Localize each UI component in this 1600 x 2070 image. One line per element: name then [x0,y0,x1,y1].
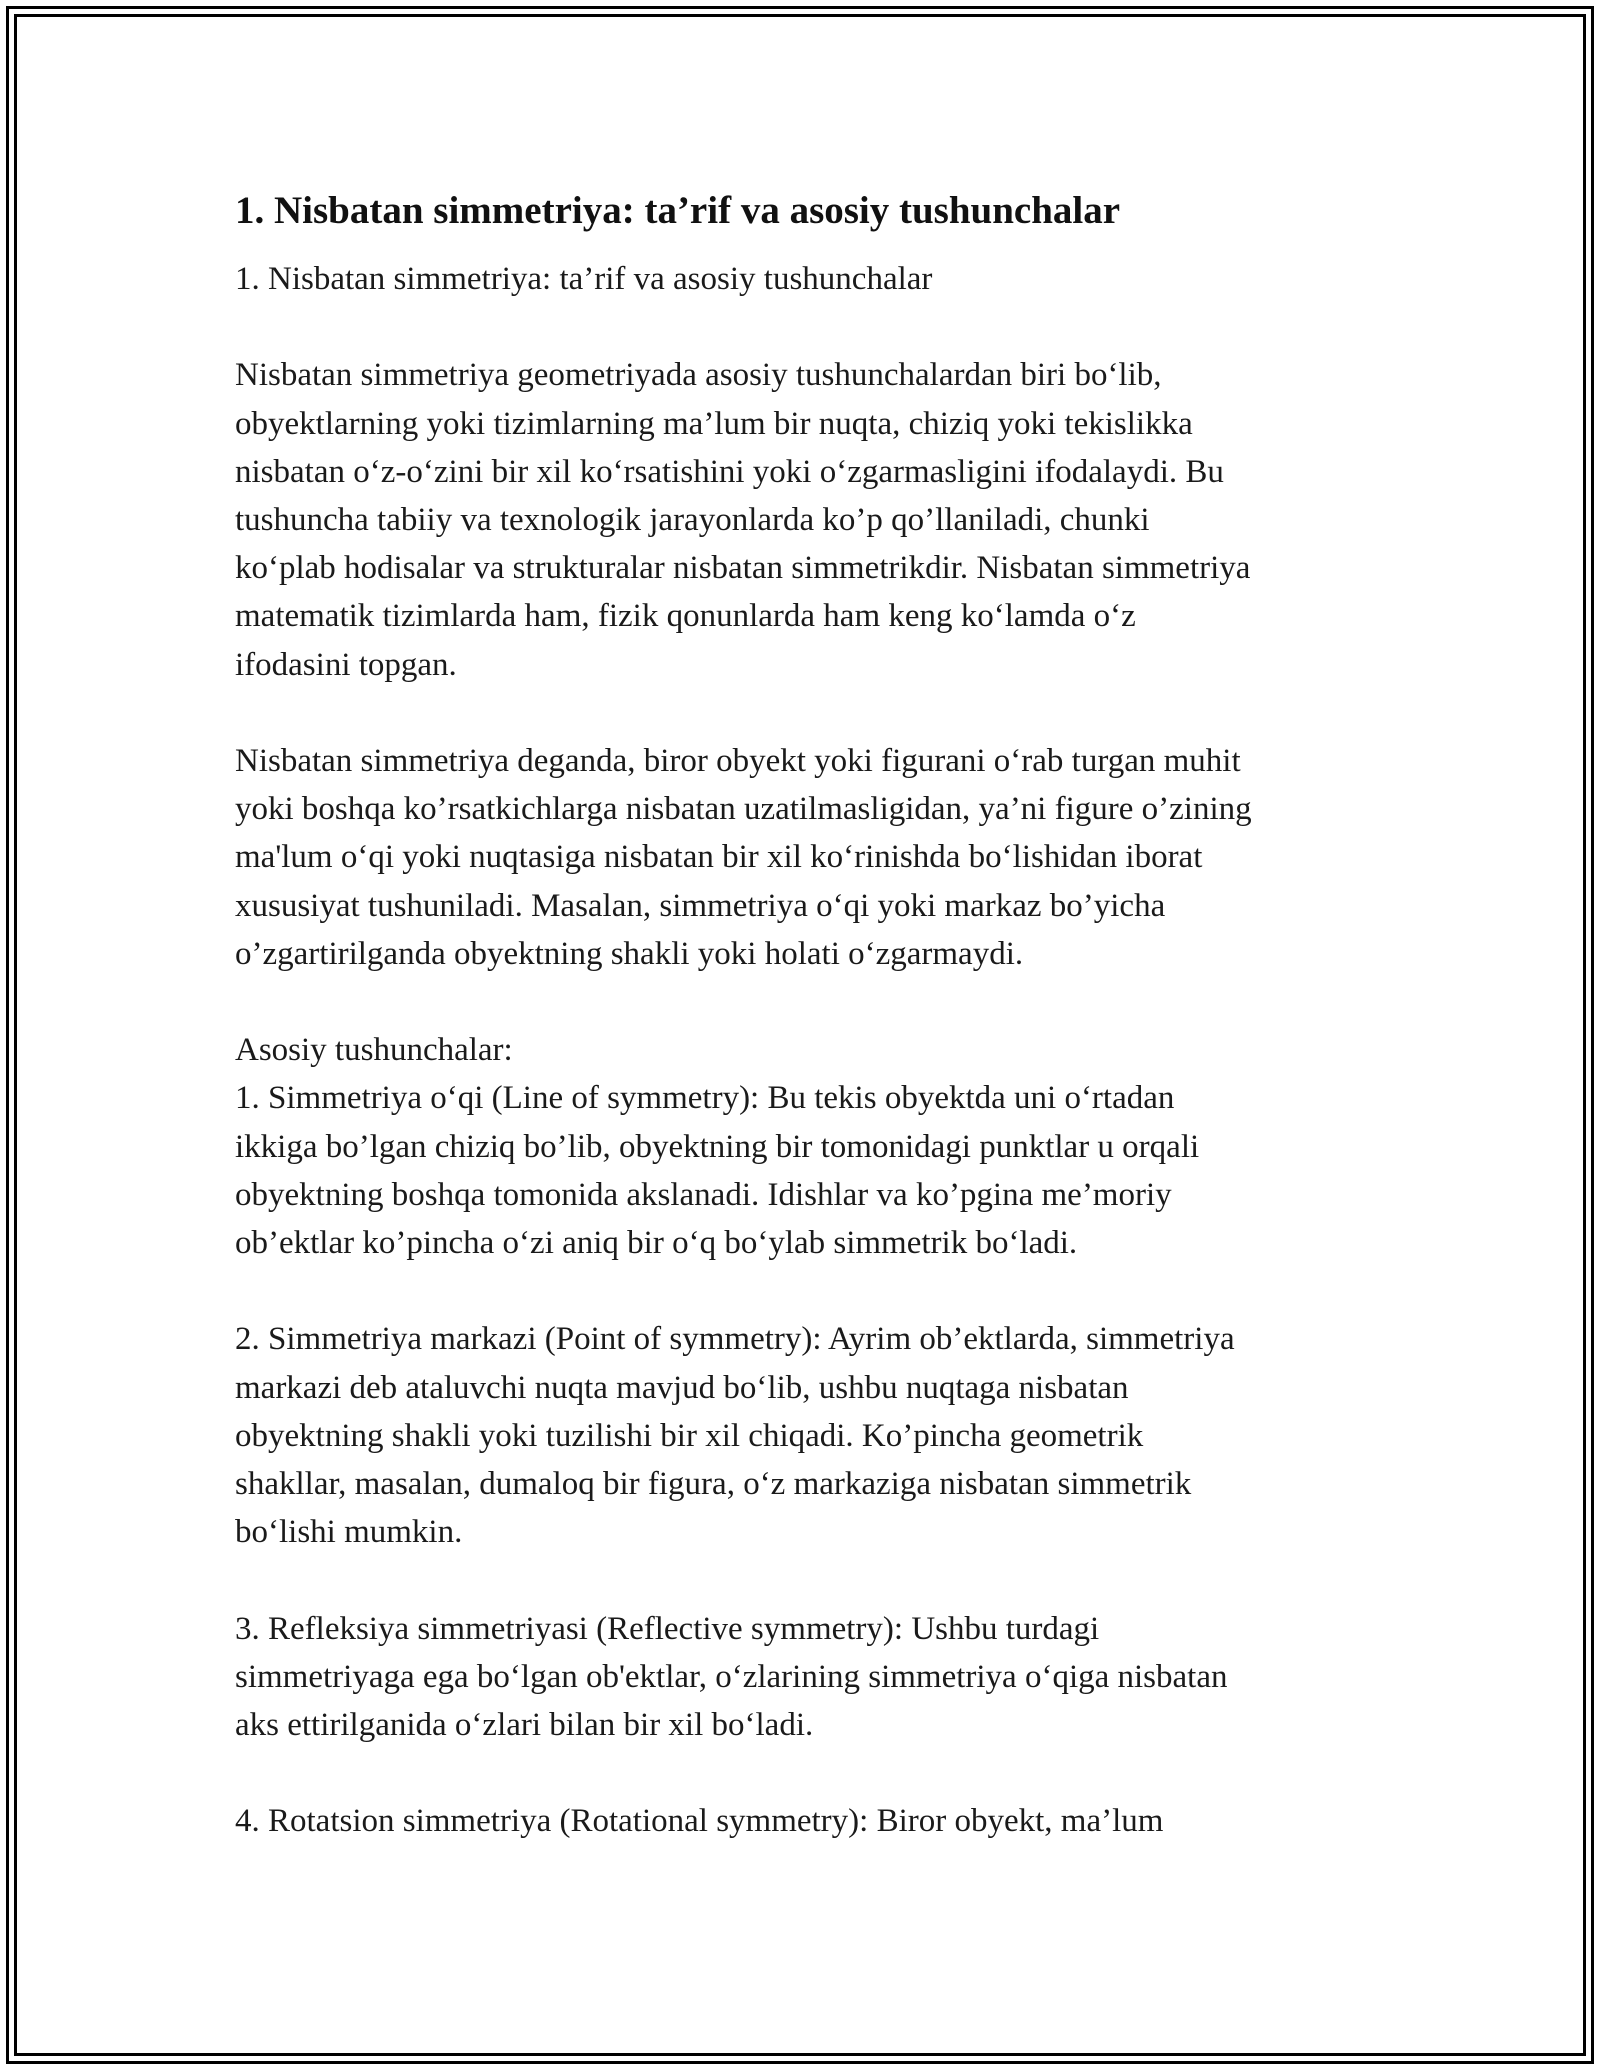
text-line: 1. Simmetriya o‘qi (Line of symmetry): Bu tekis obyektda uni o‘rtadan [235,1080,1175,1117]
text-line: ifodasini topgan. [235,646,457,683]
blank-line [235,1267,1385,1315]
text-line: ma'lum o‘qi yoki nuqtasiga nisbatan bir xil ko‘rinishda bo‘lishidan iborat [235,839,1203,876]
document-heading: 1. Nisbatan simmetriya: ta’rif va asosiy tushunchalar [235,189,1121,232]
text-line: 3. Refleksiya simmetriyasi (Reflective symmetry): Ushbu turdagi [235,1610,1100,1647]
text-line: obyektning shakli yoki tuzilishi bir xil chiqadi. Ko’pincha geometrik [235,1417,1144,1454]
text-line: 1. Nisbatan simmetriya: ta’rif va asosiy tushunchalar [235,261,933,297]
document-body [235,255,1385,1846]
text-line: Nisbatan simmetriya geometriyada asosiy tushunchalardan biri bo‘lib, [235,357,1162,394]
text-line: 4. Rotatsion simmetriya (Rotational symmetry): Biror obyekt, ma’lum [235,1803,1164,1840]
blank-line [235,1556,1385,1604]
text-line: markazi deb ataluvchi nuqta mavjud bo‘lib, ushbu nuqtaga nisbatan [235,1369,1129,1406]
text-line: ko‘plab hodisalar va strukturalar nisbatan simmetrikdir. Nisbatan simmetriya [235,550,1251,587]
text-line: Asosiy tushunchalar: [235,1032,513,1069]
document-page [235,185,1385,1846]
text-line: shakllar, masalan, dumaloq bir figura, o‘z markaziga nisbatan simmetrik [235,1466,1192,1503]
text-line: Nisbatan simmetriya deganda, biror obyekt yoki figurani o‘rab turgan muhit [235,743,1241,779]
text-line: yoki boshqa ko’rsatkichlarga nisbatan uzatilmasligidan, ya’ni figure o’zining [235,791,1252,828]
blank-line [235,1749,1385,1797]
text-line: tushuncha tabiiy va texnologik jarayonlarda ko’p qo’llaniladi, chunki [235,502,1150,538]
blank-line [235,689,1385,737]
blank-line [235,303,1385,351]
text-line: nisbatan o‘z-o‘zini bir xil ko‘rsatishini yoki o‘zgarmasligini ifodalaydi. Bu [235,453,1224,490]
text-line: obyektlarning yoki tizimlarning ma’lum bir nuqta, chiziq yoki tekislikka [235,405,1193,442]
text-line: matematik tizimlarda ham, fizik qonunlarda ham keng ko‘lamda o‘z [235,598,1136,635]
text-line: aks ettirilganida o‘zlari bilan bir xil bo‘ladi. [235,1707,814,1744]
text-line: xususiyat tushuniladi. Masalan, simmetriya o‘qi yoki markaz bo’yicha [235,887,1166,924]
text-line: obyektning boshqa tomonida akslanadi. Idishlar va ko’pgina me’moriy [235,1176,1172,1213]
text-line: bo‘lishi mumkin. [235,1514,463,1551]
text-line: simmetriyaga ega bo‘lgan ob'ektlar, o‘zlarining simmetriya o‘qiga nisbatan [235,1658,1228,1695]
text-line: ikkiga bo’lgan chiziq bo’lib, obyektning bir tomonidagi punktlar u orqali [235,1128,1200,1165]
text-line: o’zgartirilganda obyektning shakli yoki holati o‘zgarmaydi. [235,935,1024,972]
text-line: ob’ektlar ko’pincha o‘zi aniq bir o‘q bo‘ylab simmetrik bo‘ladi. [235,1225,1078,1262]
blank-line [235,978,1385,1026]
text-line: 2. Simmetriya markazi (Point of symmetry): Ayrim ob’ektlarda, simmetriya [235,1321,1235,1358]
